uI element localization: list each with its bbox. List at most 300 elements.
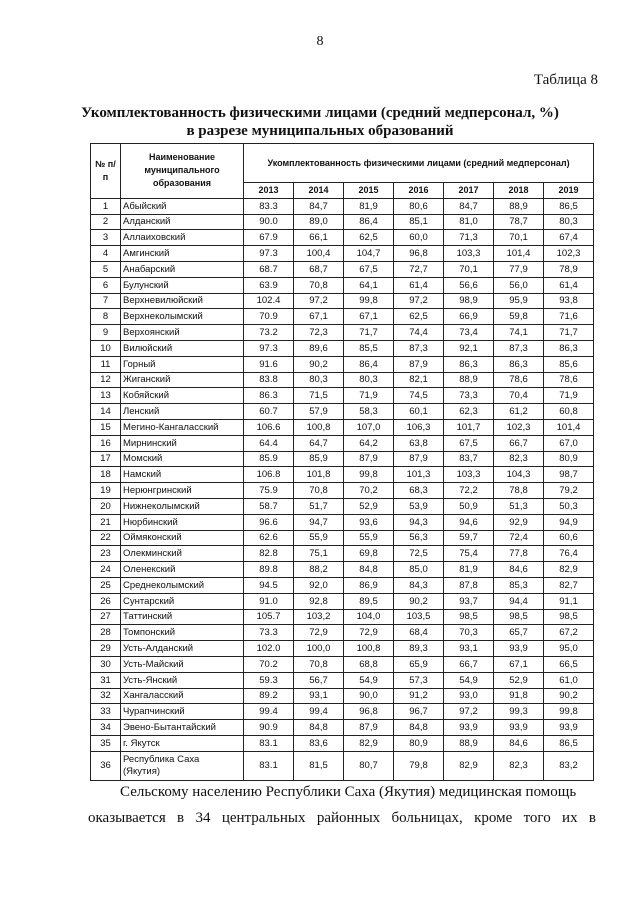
value-cell: 66,7: [444, 656, 494, 672]
value-cell: 99,8: [344, 467, 394, 483]
value-cell: 50,9: [444, 498, 494, 514]
municipality-name: Мегино-Кангаласский: [121, 419, 244, 435]
value-cell: 56,6: [444, 277, 494, 293]
value-cell: 71,6: [544, 309, 594, 325]
table-row: [91, 735, 594, 751]
table-row: [91, 704, 594, 720]
value-cell: 100,4: [294, 246, 344, 262]
value-cell: 98,7: [544, 467, 594, 483]
table-row: [91, 293, 594, 309]
table-row: [91, 467, 594, 483]
value-cell: 84,6: [494, 562, 544, 578]
table-row: [91, 577, 594, 593]
value-cell: 82,3: [494, 751, 544, 780]
value-cell: 68,7: [294, 261, 344, 277]
value-cell: 87,9: [394, 451, 444, 467]
value-cell: 72,2: [444, 483, 494, 499]
row-number: 13: [91, 388, 121, 404]
value-cell: 83.1: [244, 735, 294, 751]
row-number: 31: [91, 672, 121, 688]
value-cell: 89,3: [394, 641, 444, 657]
municipality-name-line2: (Якутия): [123, 765, 161, 777]
municipality-name: [121, 751, 244, 780]
value-cell: 83.3: [244, 198, 294, 214]
municipality-name: Ленский: [121, 404, 244, 420]
staffing-table: [90, 143, 594, 781]
value-cell: 58.7: [244, 498, 294, 514]
value-cell: 98,5: [444, 609, 494, 625]
value-cell: 74,5: [394, 388, 444, 404]
value-cell: 93,6: [344, 514, 394, 530]
row-number: 9: [91, 325, 121, 341]
value-cell: 70,8: [294, 277, 344, 293]
value-cell: 93,9: [494, 720, 544, 736]
value-cell: 84,3: [394, 577, 444, 593]
value-cell: 50,3: [544, 498, 594, 514]
value-cell: 91,8: [494, 688, 544, 704]
value-cell: 92,8: [294, 593, 344, 609]
paragraph-line1: Сельскому населению Республики Саха (Якутия) медицинская помощь: [120, 784, 577, 800]
table-row: [91, 309, 594, 325]
value-cell: 75.9: [244, 483, 294, 499]
table-body: [91, 198, 594, 780]
value-cell: 59,7: [444, 530, 494, 546]
value-cell: 52,9: [494, 672, 544, 688]
value-cell: 85,9: [294, 451, 344, 467]
value-cell: 70,4: [494, 388, 544, 404]
value-cell: 86,5: [544, 735, 594, 751]
value-cell: 77,9: [494, 261, 544, 277]
value-cell: 106.8: [244, 467, 294, 483]
value-cell: 60,0: [394, 230, 444, 246]
municipality-name: Анабарский: [121, 261, 244, 277]
header-year: 2013: [244, 183, 294, 199]
value-cell: 101,4: [494, 246, 544, 262]
value-cell: 71,7: [344, 325, 394, 341]
value-cell: 60,6: [544, 530, 594, 546]
value-cell: 97,2: [444, 704, 494, 720]
value-cell: 75,1: [294, 546, 344, 562]
value-cell: 99,3: [494, 704, 544, 720]
value-cell: 72,3: [294, 325, 344, 341]
value-cell: 69,8: [344, 546, 394, 562]
value-cell: 62.6: [244, 530, 294, 546]
table-row: [91, 419, 594, 435]
row-number: 14: [91, 404, 121, 420]
value-cell: 98,5: [544, 609, 594, 625]
table-label: Таблица 8: [533, 72, 598, 88]
value-cell: 91.6: [244, 356, 294, 372]
header-year: 2019: [544, 183, 594, 199]
value-cell: 67,1: [344, 309, 394, 325]
value-cell: 79,2: [544, 483, 594, 499]
value-cell: 88,2: [294, 562, 344, 578]
value-cell: 84,6: [494, 735, 544, 751]
value-cell: 86,9: [344, 577, 394, 593]
value-cell: 94,4: [494, 593, 544, 609]
municipality-name: Кобяйский: [121, 388, 244, 404]
row-number: 3: [91, 230, 121, 246]
value-cell: 99,8: [344, 293, 394, 309]
table-row: [91, 435, 594, 451]
value-cell: 107,0: [344, 419, 394, 435]
municipality-name: Жиганский: [121, 372, 244, 388]
table-row: [91, 720, 594, 736]
value-cell: 98,5: [494, 609, 544, 625]
value-cell: 93,8: [544, 293, 594, 309]
value-cell: 90.0: [244, 214, 294, 230]
value-cell: 90,2: [294, 356, 344, 372]
table-row: [91, 562, 594, 578]
value-cell: 106.6: [244, 419, 294, 435]
value-cell: 78,8: [494, 483, 544, 499]
value-cell: 66,1: [294, 230, 344, 246]
row-number: 5: [91, 261, 121, 277]
value-cell: 78,9: [544, 261, 594, 277]
value-cell: 80,9: [544, 451, 594, 467]
value-cell: 104,3: [494, 467, 544, 483]
value-cell: 82,3: [494, 451, 544, 467]
value-cell: 91,2: [394, 688, 444, 704]
municipality-name: Верхневилюйский: [121, 293, 244, 309]
municipality-name: Булунский: [121, 277, 244, 293]
value-cell: 101,7: [444, 419, 494, 435]
value-cell: 99,4: [294, 704, 344, 720]
value-cell: 87,9: [344, 451, 394, 467]
value-cell: 83,2: [544, 751, 594, 780]
value-cell: 67,5: [344, 261, 394, 277]
value-cell: 91.0: [244, 593, 294, 609]
value-cell: 88,9: [444, 372, 494, 388]
value-cell: 75,4: [444, 546, 494, 562]
value-cell: 59,8: [494, 309, 544, 325]
value-cell: 81,0: [444, 214, 494, 230]
value-cell: 66,9: [444, 309, 494, 325]
value-cell: 61,4: [394, 277, 444, 293]
row-number: 18: [91, 467, 121, 483]
value-cell: 67,0: [544, 435, 594, 451]
row-number: 36: [91, 751, 121, 780]
municipality-name: Усть-Алданский: [121, 641, 244, 657]
value-cell: 102.4: [244, 293, 294, 309]
row-number: 4: [91, 246, 121, 262]
value-cell: 92,0: [294, 577, 344, 593]
value-cell: 93,7: [444, 593, 494, 609]
value-cell: 71,7: [544, 325, 594, 341]
municipality-name: Вилюйский: [121, 340, 244, 356]
row-number: 10: [91, 340, 121, 356]
value-cell: 92,9: [494, 514, 544, 530]
row-number: 25: [91, 577, 121, 593]
value-cell: 86,4: [344, 356, 394, 372]
value-cell: 93,9: [494, 641, 544, 657]
row-number: 1: [91, 198, 121, 214]
value-cell: 70,8: [294, 656, 344, 672]
value-cell: 97,2: [394, 293, 444, 309]
municipality-name: г. Якутск: [121, 735, 244, 751]
value-cell: 64,7: [294, 435, 344, 451]
municipality-name: Усть-Майский: [121, 656, 244, 672]
municipality-name: Нижнеколымский: [121, 498, 244, 514]
header-name: Наименование муниципального образования: [121, 144, 244, 199]
value-cell: 95,9: [494, 293, 544, 309]
row-number: 17: [91, 451, 121, 467]
row-number: 6: [91, 277, 121, 293]
value-cell: 89.8: [244, 562, 294, 578]
value-cell: 93,1: [444, 641, 494, 657]
page-number: 8: [316, 34, 324, 49]
table-row-total: [91, 751, 594, 780]
row-number: 27: [91, 609, 121, 625]
value-cell: 83.8: [244, 372, 294, 388]
value-cell: 60,1: [394, 404, 444, 420]
value-cell: 71,9: [544, 388, 594, 404]
value-cell: 57,3: [394, 672, 444, 688]
municipality-name: Таттинский: [121, 609, 244, 625]
municipality-name: Намский: [121, 467, 244, 483]
value-cell: 72,7: [394, 261, 444, 277]
value-cell: 89,6: [294, 340, 344, 356]
value-cell: 70,3: [444, 625, 494, 641]
table-row: [91, 325, 594, 341]
value-cell: 87,8: [444, 577, 494, 593]
municipality-name: Момский: [121, 451, 244, 467]
value-cell: 89,5: [344, 593, 394, 609]
value-cell: 94,7: [294, 514, 344, 530]
value-cell: 79,8: [394, 751, 444, 780]
value-cell: 95,0: [544, 641, 594, 657]
row-number: 34: [91, 720, 121, 736]
value-cell: 103,3: [444, 246, 494, 262]
municipality-name: Нюрбинский: [121, 514, 244, 530]
value-cell: 73.3: [244, 625, 294, 641]
value-cell: 70.2: [244, 656, 294, 672]
municipality-name: Горный: [121, 356, 244, 372]
value-cell: 76,4: [544, 546, 594, 562]
value-cell: 62,5: [344, 230, 394, 246]
row-number: 24: [91, 562, 121, 578]
value-cell: 94,6: [444, 514, 494, 530]
value-cell: 86,3: [544, 340, 594, 356]
value-cell: 65,9: [394, 656, 444, 672]
value-cell: 100,8: [294, 419, 344, 435]
value-cell: 51,7: [294, 498, 344, 514]
value-cell: 70,2: [344, 483, 394, 499]
value-cell: 62,3: [444, 404, 494, 420]
value-cell: 82,1: [394, 372, 444, 388]
header-year: 2015: [344, 183, 394, 199]
table-row: [91, 609, 594, 625]
municipality-name: Олекминский: [121, 546, 244, 562]
value-cell: 90.9: [244, 720, 294, 736]
value-cell: 80,6: [394, 198, 444, 214]
table-row: [91, 451, 594, 467]
value-cell: 68,4: [394, 625, 444, 641]
value-cell: 89,0: [294, 214, 344, 230]
table-row: [91, 214, 594, 230]
value-cell: 81,5: [294, 751, 344, 780]
value-cell: 59.3: [244, 672, 294, 688]
row-number: 20: [91, 498, 121, 514]
value-cell: 86,3: [444, 356, 494, 372]
value-cell: 85,0: [394, 562, 444, 578]
value-cell: 80,3: [294, 372, 344, 388]
municipality-name: Мирнинский: [121, 435, 244, 451]
value-cell: 103,5: [394, 609, 444, 625]
row-number: 11: [91, 356, 121, 372]
value-cell: 90,2: [544, 688, 594, 704]
municipality-name: Томпонский: [121, 625, 244, 641]
table-row: [91, 404, 594, 420]
value-cell: 100,0: [294, 641, 344, 657]
value-cell: 101,3: [394, 467, 444, 483]
value-cell: 55,9: [294, 530, 344, 546]
value-cell: 85,6: [544, 356, 594, 372]
table-title-line1: Укомплектованность физическими лицами (средний медперсонал, %): [81, 105, 559, 121]
value-cell: 72,5: [394, 546, 444, 562]
value-cell: 71,9: [344, 388, 394, 404]
value-cell: 84,8: [344, 562, 394, 578]
table-row: [91, 688, 594, 704]
value-cell: 103,2: [294, 609, 344, 625]
value-cell: 84,8: [294, 720, 344, 736]
municipality-name: Эвено-Бытантайский: [121, 720, 244, 736]
value-cell: 99,8: [544, 704, 594, 720]
value-cell: 51,3: [494, 498, 544, 514]
value-cell: 94,9: [544, 514, 594, 530]
municipality-name: Алданский: [121, 214, 244, 230]
table-row: [91, 672, 594, 688]
value-cell: 77,8: [494, 546, 544, 562]
value-cell: 98,9: [444, 293, 494, 309]
value-cell: 84,7: [294, 198, 344, 214]
table-row: [91, 514, 594, 530]
value-cell: 97.3: [244, 340, 294, 356]
value-cell: 70,1: [494, 230, 544, 246]
value-cell: 87,3: [394, 340, 444, 356]
value-cell: 104,7: [344, 246, 394, 262]
header-year: 2018: [494, 183, 544, 199]
value-cell: 85,1: [394, 214, 444, 230]
value-cell: 101,4: [544, 419, 594, 435]
table-row: [91, 641, 594, 657]
value-cell: 67,5: [444, 435, 494, 451]
value-cell: 105.7: [244, 609, 294, 625]
table-row: [91, 198, 594, 214]
value-cell: 70.9: [244, 309, 294, 325]
value-cell: 96,8: [394, 246, 444, 262]
value-cell: 52,9: [344, 498, 394, 514]
value-cell: 72,4: [494, 530, 544, 546]
value-cell: 86,4: [344, 214, 394, 230]
municipality-name: Усть-Янский: [121, 672, 244, 688]
row-number: 33: [91, 704, 121, 720]
value-cell: 92,1: [444, 340, 494, 356]
municipality-name: Абыйский: [121, 198, 244, 214]
table-row: [91, 483, 594, 499]
value-cell: 85.9: [244, 451, 294, 467]
municipality-name: Оймяконский: [121, 530, 244, 546]
value-cell: 87,3: [494, 340, 544, 356]
value-cell: 102,3: [494, 419, 544, 435]
value-cell: 94.5: [244, 577, 294, 593]
value-cell: 93,1: [294, 688, 344, 704]
value-cell: 96,8: [344, 704, 394, 720]
municipality-name: Оленекский: [121, 562, 244, 578]
value-cell: 64,1: [344, 277, 394, 293]
value-cell: 53,9: [394, 498, 444, 514]
value-cell: 82.8: [244, 546, 294, 562]
municipality-name: Среднеколымский: [121, 577, 244, 593]
header-num: № п/п: [91, 144, 121, 199]
value-cell: 74,1: [494, 325, 544, 341]
table-row: [91, 246, 594, 262]
value-cell: 64.4: [244, 435, 294, 451]
value-cell: 68,3: [394, 483, 444, 499]
table-row: [91, 277, 594, 293]
value-cell: 57,9: [294, 404, 344, 420]
value-cell: 56,3: [394, 530, 444, 546]
municipality-name: Нерюнгринский: [121, 483, 244, 499]
value-cell: 73,3: [444, 388, 494, 404]
value-cell: 101,8: [294, 467, 344, 483]
row-number: 12: [91, 372, 121, 388]
value-cell: 96,7: [394, 704, 444, 720]
row-number: 2: [91, 214, 121, 230]
table-row: [91, 656, 594, 672]
value-cell: 68.7: [244, 261, 294, 277]
value-cell: 81,9: [344, 198, 394, 214]
municipality-name: Чурапчинский: [121, 704, 244, 720]
table-row: [91, 593, 594, 609]
header-year: 2014: [294, 183, 344, 199]
value-cell: 82,9: [344, 735, 394, 751]
value-cell: 63.9: [244, 277, 294, 293]
value-cell: 61,4: [544, 277, 594, 293]
value-cell: 72,9: [294, 625, 344, 641]
municipality-name: Верхоянский: [121, 325, 244, 341]
row-number: 29: [91, 641, 121, 657]
row-number: 22: [91, 530, 121, 546]
value-cell: 106,3: [394, 419, 444, 435]
value-cell: 66,5: [544, 656, 594, 672]
row-number: 19: [91, 483, 121, 499]
table-row: [91, 261, 594, 277]
value-cell: 55,9: [344, 530, 394, 546]
municipality-name: Сунтарский: [121, 593, 244, 609]
header-group: Укомплектованность физическими лицами (средний медперсонал): [244, 144, 594, 183]
value-cell: 60.7: [244, 404, 294, 420]
row-number: 28: [91, 625, 121, 641]
value-cell: 94,3: [394, 514, 444, 530]
value-cell: 93,0: [444, 688, 494, 704]
value-cell: 100,8: [344, 641, 394, 657]
value-cell: 80,3: [544, 214, 594, 230]
value-cell: 71,3: [444, 230, 494, 246]
value-cell: 81,9: [444, 562, 494, 578]
table-title-line2: в разрезе муниципальных образований: [186, 123, 454, 139]
value-cell: 102.0: [244, 641, 294, 657]
value-cell: 70,8: [294, 483, 344, 499]
value-cell: 78,6: [544, 372, 594, 388]
value-cell: 67.9: [244, 230, 294, 246]
value-cell: 73,4: [444, 325, 494, 341]
header-year: 2016: [394, 183, 444, 199]
value-cell: 87,9: [344, 720, 394, 736]
value-cell: 80,9: [394, 735, 444, 751]
table-row: [91, 498, 594, 514]
row-number: 26: [91, 593, 121, 609]
